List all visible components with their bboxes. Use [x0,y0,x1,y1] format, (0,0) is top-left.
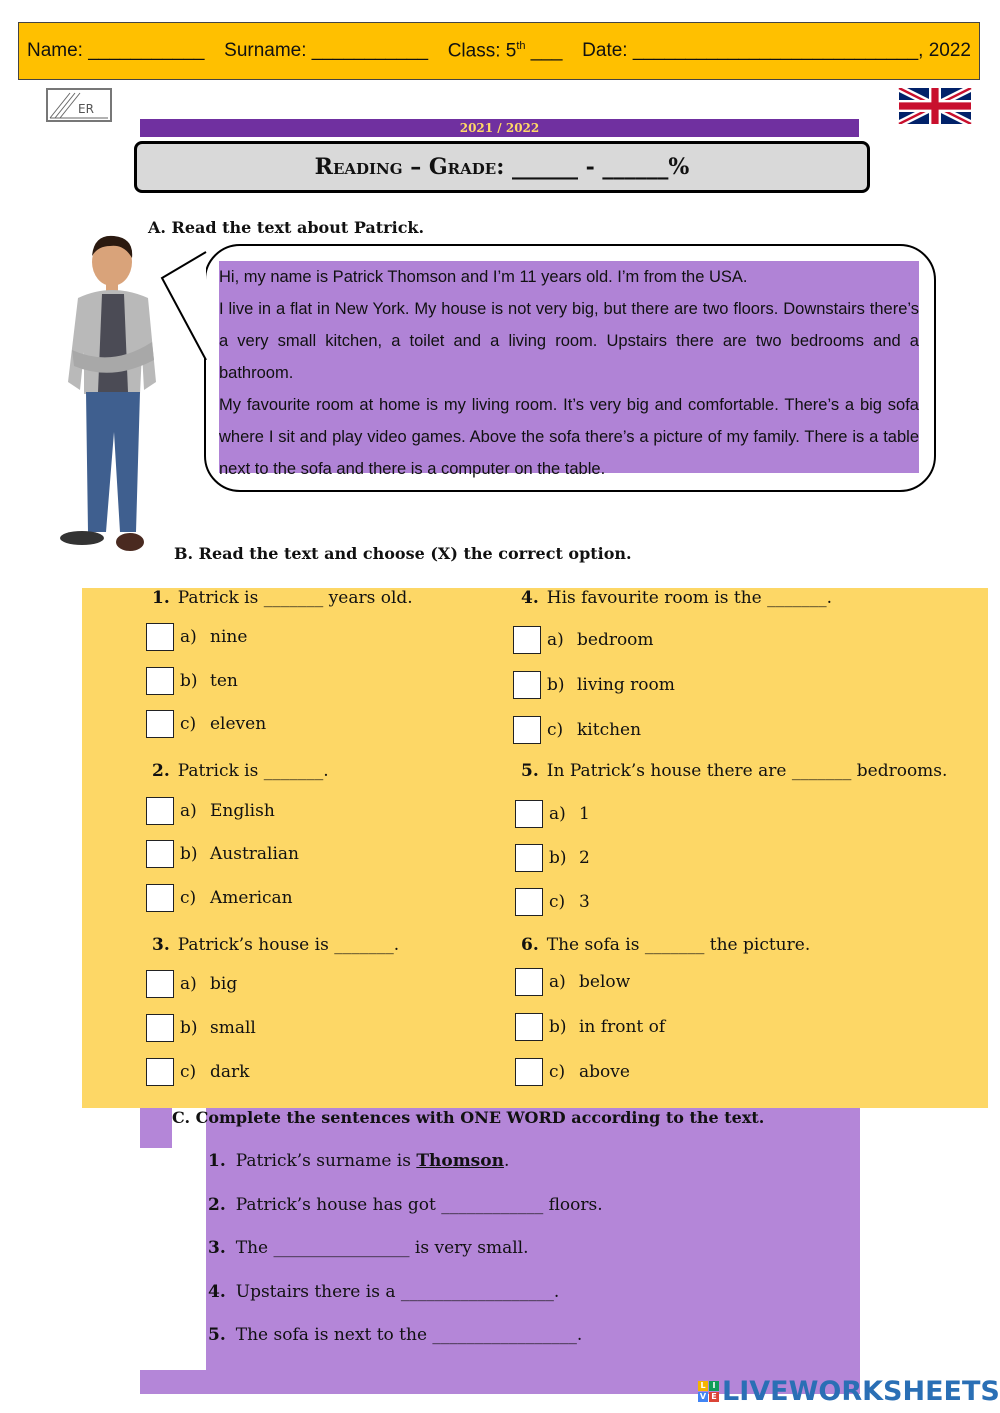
answer-checkbox[interactable] [146,884,174,912]
question-6: 6. The sofa is _______ the picture. [521,935,811,955]
name-field-label[interactable]: Name: ___________ [27,40,205,61]
example-answer: Thomson [416,1151,504,1171]
liveworksheets-logo-icon: L I V E [698,1381,719,1402]
date-field-label[interactable]: Date: ___________________________, 2022 [582,40,971,61]
class-field-label[interactable]: Class: 5th ___ [447,39,563,62]
question-3: 3. Patrick’s house is _______. [152,935,400,955]
question-1: 1. Patrick is _______ years old. [152,588,413,608]
section-b-heading: B. Read the text and choose (X) the correct option. [174,544,632,563]
sentence-5[interactable]: 5. The sofa is next to the _________________. [208,1325,583,1345]
option-6a: a) below [515,968,630,996]
reading-paragraph: Hi, my name is Patrick Thomson and I’m 11 years old. I’m from the USA. [219,268,748,286]
reading-paragraph: My favourite room at home is my living room. It’s very big and comfortable. There’s a big sofa where I sit and play video games. Above the sofa there’s a picture of my family. There is a table next to the sofa and there is a computer on the table. [219,396,919,478]
option-4a: a) bedroom [513,626,654,654]
speech-bubble-tail [160,250,220,370]
option-6c: c) above [515,1058,630,1086]
uk-flag-icon [898,88,972,124]
option-5b: b) 2 [515,844,590,872]
answer-checkbox[interactable] [513,716,541,744]
answer-checkbox[interactable] [515,888,543,916]
school-logo: ER [46,88,112,122]
answer-checkbox[interactable] [146,840,174,868]
option-3a: a) big [146,970,237,998]
option-3b: b) small [146,1014,256,1042]
reading-paragraph: I live in a flat in New York. My house is not very big, but there are two floors. Downstairs there’s a very small kitchen, a toilet and a living room. Upstairs there are two bedrooms and a bathroom. [219,300,919,382]
answer-checkbox[interactable] [515,844,543,872]
option-4b: b) living room [513,671,675,699]
sentence-2[interactable]: 2. Patrick’s house has got ____________ floors. [208,1195,603,1215]
section-c-heading: C. Complete the sentences with ONE WORD according to the text. [172,1108,765,1127]
option-6b: b) in front of [515,1013,665,1041]
option-5a: a) 1 [515,800,590,828]
answer-checkbox[interactable] [146,623,174,651]
option-2c: c) American [146,884,293,912]
liveworksheets-watermark: L I V E LIVEWORKSHEETS [699,1376,1000,1407]
option-1a: a) nine [146,623,247,651]
section-a-heading: A. Read the text about Patrick. [148,218,425,237]
option-2a: a) English [146,797,275,825]
answer-checkbox[interactable] [146,1058,174,1086]
answer-checkbox[interactable] [515,968,543,996]
option-1b: b) ten [146,667,238,695]
answer-checkbox[interactable] [146,970,174,998]
question-2: 2. Patrick is _______. [152,761,329,781]
completion-area-heading-bg [140,1108,172,1148]
answer-checkbox[interactable] [515,800,543,828]
answer-checkbox[interactable] [146,710,174,738]
page-title: Reading – Grade: ______ - ______% [134,141,870,193]
option-3c: c) dark [146,1058,249,1086]
question-4: 4. His favourite room is the _______. [521,588,833,608]
option-1c: c) eleven [146,710,266,738]
school-year-bar: 2021 / 2022 [140,119,859,137]
student-info-bar [18,22,980,80]
patrick-illustration [44,232,174,557]
surname-field-label[interactable]: Surname: ___________ [224,40,429,61]
option-2b: b) Australian [146,840,299,868]
answer-checkbox[interactable] [513,671,541,699]
answer-checkbox[interactable] [146,1014,174,1042]
option-4c: c) kitchen [513,716,641,744]
answer-checkbox[interactable] [515,1013,543,1041]
answer-checkbox[interactable] [146,797,174,825]
answer-checkbox[interactable] [146,667,174,695]
option-5c: c) 3 [515,888,590,916]
answer-checkbox[interactable] [515,1058,543,1086]
answer-checkbox[interactable] [513,626,541,654]
sentence-4[interactable]: 4. Upstairs there is a __________________. [208,1282,560,1302]
sentence-3[interactable]: 3. The ________________ is very small. [208,1238,529,1258]
reading-text [219,261,919,478]
question-5: 5. In Patrick’s house there are _______ bedrooms. [521,761,948,781]
sentence-1: 1. Patrick’s surname is Thomson. [208,1151,510,1171]
